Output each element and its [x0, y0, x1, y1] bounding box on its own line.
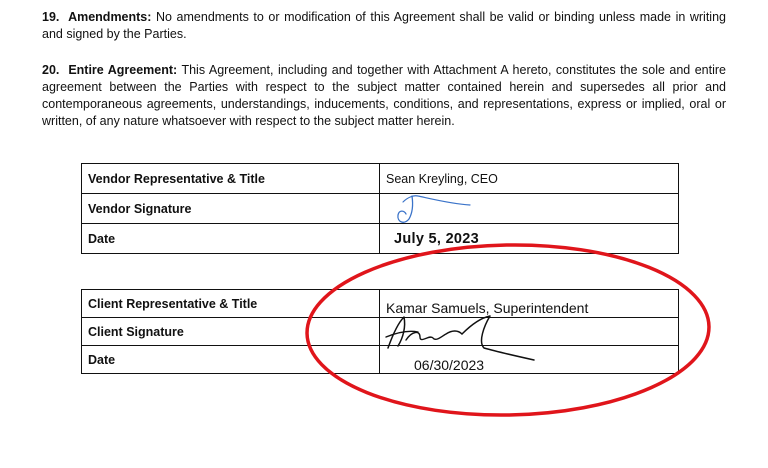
section-19 — [42, 9, 726, 43]
client-sig-label: Client Signature — [82, 318, 380, 346]
table-row — [82, 318, 679, 346]
client-signature-table — [81, 289, 679, 374]
section-20-heading: 20. Entire Agreement: — [42, 63, 178, 77]
client-date-cell — [380, 346, 679, 374]
vendor-rep-label: Vendor Representative & Title — [82, 164, 380, 194]
vendor-sig-label: Vendor Signature — [82, 194, 380, 224]
vendor-signature-table — [81, 163, 679, 254]
section-19-heading: 19. Amendments: — [42, 10, 152, 24]
section-20 — [42, 62, 726, 130]
table-row — [82, 346, 679, 374]
vendor-date-label: Date — [82, 224, 380, 254]
client-date-label: Date — [82, 346, 380, 374]
vendor-rep-value: Sean Kreyling, CEO — [380, 164, 679, 194]
client-date-value: 06/30/2023 — [414, 356, 485, 373]
client-signature-cell — [380, 318, 679, 346]
vendor-date-cell — [380, 224, 679, 254]
client-rep-cell — [380, 290, 679, 318]
vendor-signature-cell — [380, 194, 679, 224]
client-rep-label: Client Representative & Title — [82, 290, 380, 318]
table-row — [82, 194, 679, 224]
client-rep-value: Kamar Samuels, Superintendent — [386, 299, 589, 316]
table-row — [82, 224, 679, 254]
table-row — [82, 290, 679, 318]
section-20-text: This Agreement, including and together with Attachment A hereto, constitutes the sole and entire agreement between the Parties with respect to the subject matter contained herein and supersedes all prior and contemporaneous agreements, understandings, inducements, conditions, and representations, express or implied, oral or written, of any nature whatsoever with respect to the subject matter herein. — [42, 63, 726, 128]
table-row — [82, 164, 679, 194]
vendor-date-value: July 5, 2023 — [394, 230, 480, 247]
section-19-text: No amendments to or modification of this Agreement shall be valid or binding unless made in writing and signed by the Parties. — [42, 10, 726, 41]
